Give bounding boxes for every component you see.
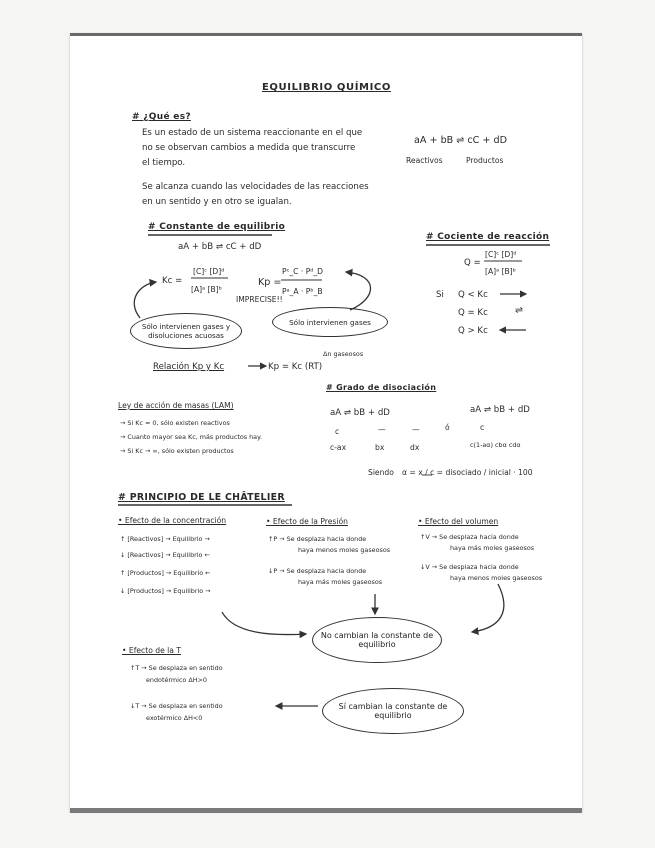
- pres-heading: • Efecto de la Presión: [266, 517, 348, 526]
- intro-line: Se alcanza cuando las velocidades de las reacciones: [142, 182, 369, 192]
- vol-line: ↓V → Se desplaza hacia donde: [420, 563, 519, 571]
- alpha-formula: α = x / c = disociado / inicial · 100: [402, 468, 533, 477]
- bubble-solo-gases-text: Sólo intervienen gases: [289, 317, 371, 327]
- pres-line: haya menos moles gaseosos: [298, 546, 391, 554]
- relacion-label: Relación Kp y Kc: [153, 362, 225, 372]
- q-case-greater: Q > Kc: [458, 326, 488, 336]
- pres-line: ↓P → Se desplaza hacia donde: [268, 567, 367, 575]
- imprecise-note: IMPRECISE!!: [236, 295, 283, 304]
- kc-denominator: [A]ᵃ [B]ᵇ: [191, 285, 222, 294]
- init-row: c: [480, 423, 485, 432]
- conc-line: ↑ [Productos] → Equilibrio ←: [120, 569, 211, 577]
- q-case-less: Q < Kc: [458, 290, 488, 300]
- kc-numerator: [C]ᶜ [D]ᵈ: [193, 267, 225, 276]
- q-numerator: [C]ᶜ [D]ᵈ: [485, 250, 517, 259]
- bubble-no-cambian-text: No cambian la constante de equilibrio: [320, 631, 434, 649]
- disociacion-eq1: aA ⇌ bB + dD: [330, 408, 390, 418]
- bubble-si-cambian-text: Sí cambian la constante de equilibrio: [338, 702, 448, 720]
- kc-curve-arrow: [134, 282, 156, 318]
- intro-line: en un sentido y en otro se igualan.: [142, 197, 292, 207]
- reactivos-label: Reactivos: [406, 156, 443, 165]
- bubble-gases-disoluciones-text: Sólo intervienen gases y disoluciones acuosas: [141, 322, 231, 340]
- temp-line: endotérmico ΔH>0: [146, 676, 207, 684]
- masas-heading: Ley de acción de masas (LAM): [118, 401, 234, 410]
- masas-line: → Si Kc ≈ 0, sólo existen reactivos: [120, 419, 230, 427]
- masas-line: → Si Kc → ∞, sólo existen productos: [120, 447, 234, 455]
- init-row: —: [412, 425, 420, 434]
- kp-label: Kp =: [258, 277, 282, 288]
- kp-numerator: Pᶜ_C · Pᵈ_D: [282, 267, 324, 276]
- intro-line: no se observan cambios a medida que transcurre: [142, 143, 356, 153]
- eq-row: bx: [375, 443, 385, 452]
- vol-to-bubble-arrow: [472, 584, 504, 632]
- vol-line: haya más moles gaseosos: [450, 544, 535, 552]
- vol-heading: • Efecto del volumen: [418, 517, 499, 526]
- page-title: EQUILIBRIO QUÍMICO: [262, 82, 391, 93]
- conc-line: ↑ [Reactivos] → Equilibrio →: [120, 535, 210, 543]
- vol-line: haya menos moles gaseosos: [450, 574, 543, 582]
- conc-line: ↓ [Productos] → Equilibrio →: [120, 587, 211, 595]
- kp-curve-arrow: [346, 272, 371, 310]
- vol-line: ↑V → Se desplaza hacia donde: [420, 533, 519, 541]
- disociacion-heading: # Grado de disociación: [326, 383, 437, 392]
- kp-denominator: Pᵃ_A · Pᵇ_B: [282, 287, 323, 296]
- conc-to-bubble-arrow: [222, 612, 306, 635]
- disociacion-eq2: aA ⇌ bB + dD: [470, 405, 530, 415]
- kc-label: Kc =: [162, 276, 183, 286]
- intro-line: Es un estado de un sistema reaccionante en el que: [142, 128, 363, 138]
- q-case-equal: Q = Kc: [458, 308, 488, 318]
- relacion-exponent: Δn gaseosos: [323, 350, 364, 358]
- intro-heading: # ¿Qué es?: [132, 112, 191, 122]
- conc-heading: • Efecto de la concentración: [118, 516, 227, 525]
- o-label: ó: [445, 423, 450, 432]
- relacion-formula: Kp = Kc (RT): [268, 362, 323, 372]
- init-row: c: [335, 427, 340, 436]
- constante-reaction: aA + bB ⇌ cC + dD: [178, 242, 262, 252]
- q-label: Q =: [464, 258, 481, 268]
- eq-row: c-ax: [330, 443, 347, 452]
- pres-line: ↑P → Se desplaza hacia donde: [268, 535, 367, 543]
- equilibrium-symbol: ⇌: [515, 305, 524, 316]
- q-denominator: [A]ᵃ [B]ᵇ: [485, 267, 516, 276]
- intro-line: el tiempo.: [142, 158, 186, 168]
- siendo-label: Siendo: [368, 468, 394, 477]
- temp-heading: • Efecto de la T: [122, 646, 181, 655]
- eq-row: c(1-aα) cbα cdα: [470, 441, 521, 449]
- temp-line: ↓T → Se desplaza en sentido: [130, 702, 223, 710]
- eq-row: dx: [410, 443, 420, 452]
- productos-label: Productos: [466, 156, 504, 165]
- constante-heading: # Constante de equilibrio: [148, 222, 286, 232]
- si-label: Si: [436, 290, 444, 300]
- pres-line: haya más moles gaseosos: [298, 578, 383, 586]
- masas-line: → Cuanto mayor sea Kc, más productos hay.: [120, 433, 262, 441]
- cociente-heading: # Cociente de reacción: [426, 232, 550, 242]
- intro-reaction: aA + bB ⇌ cC + dD: [414, 135, 507, 146]
- chatelier-heading: # PRINCIPIO DE LE CHÂTELIER: [118, 492, 285, 503]
- temp-line: exotérmico ΔH<0: [146, 714, 203, 722]
- temp-line: ↑T → Se desplaza en sentido: [130, 664, 223, 672]
- conc-line: ↓ [Reactivos] → Equilibrio ←: [120, 551, 210, 559]
- init-row: —: [378, 425, 386, 434]
